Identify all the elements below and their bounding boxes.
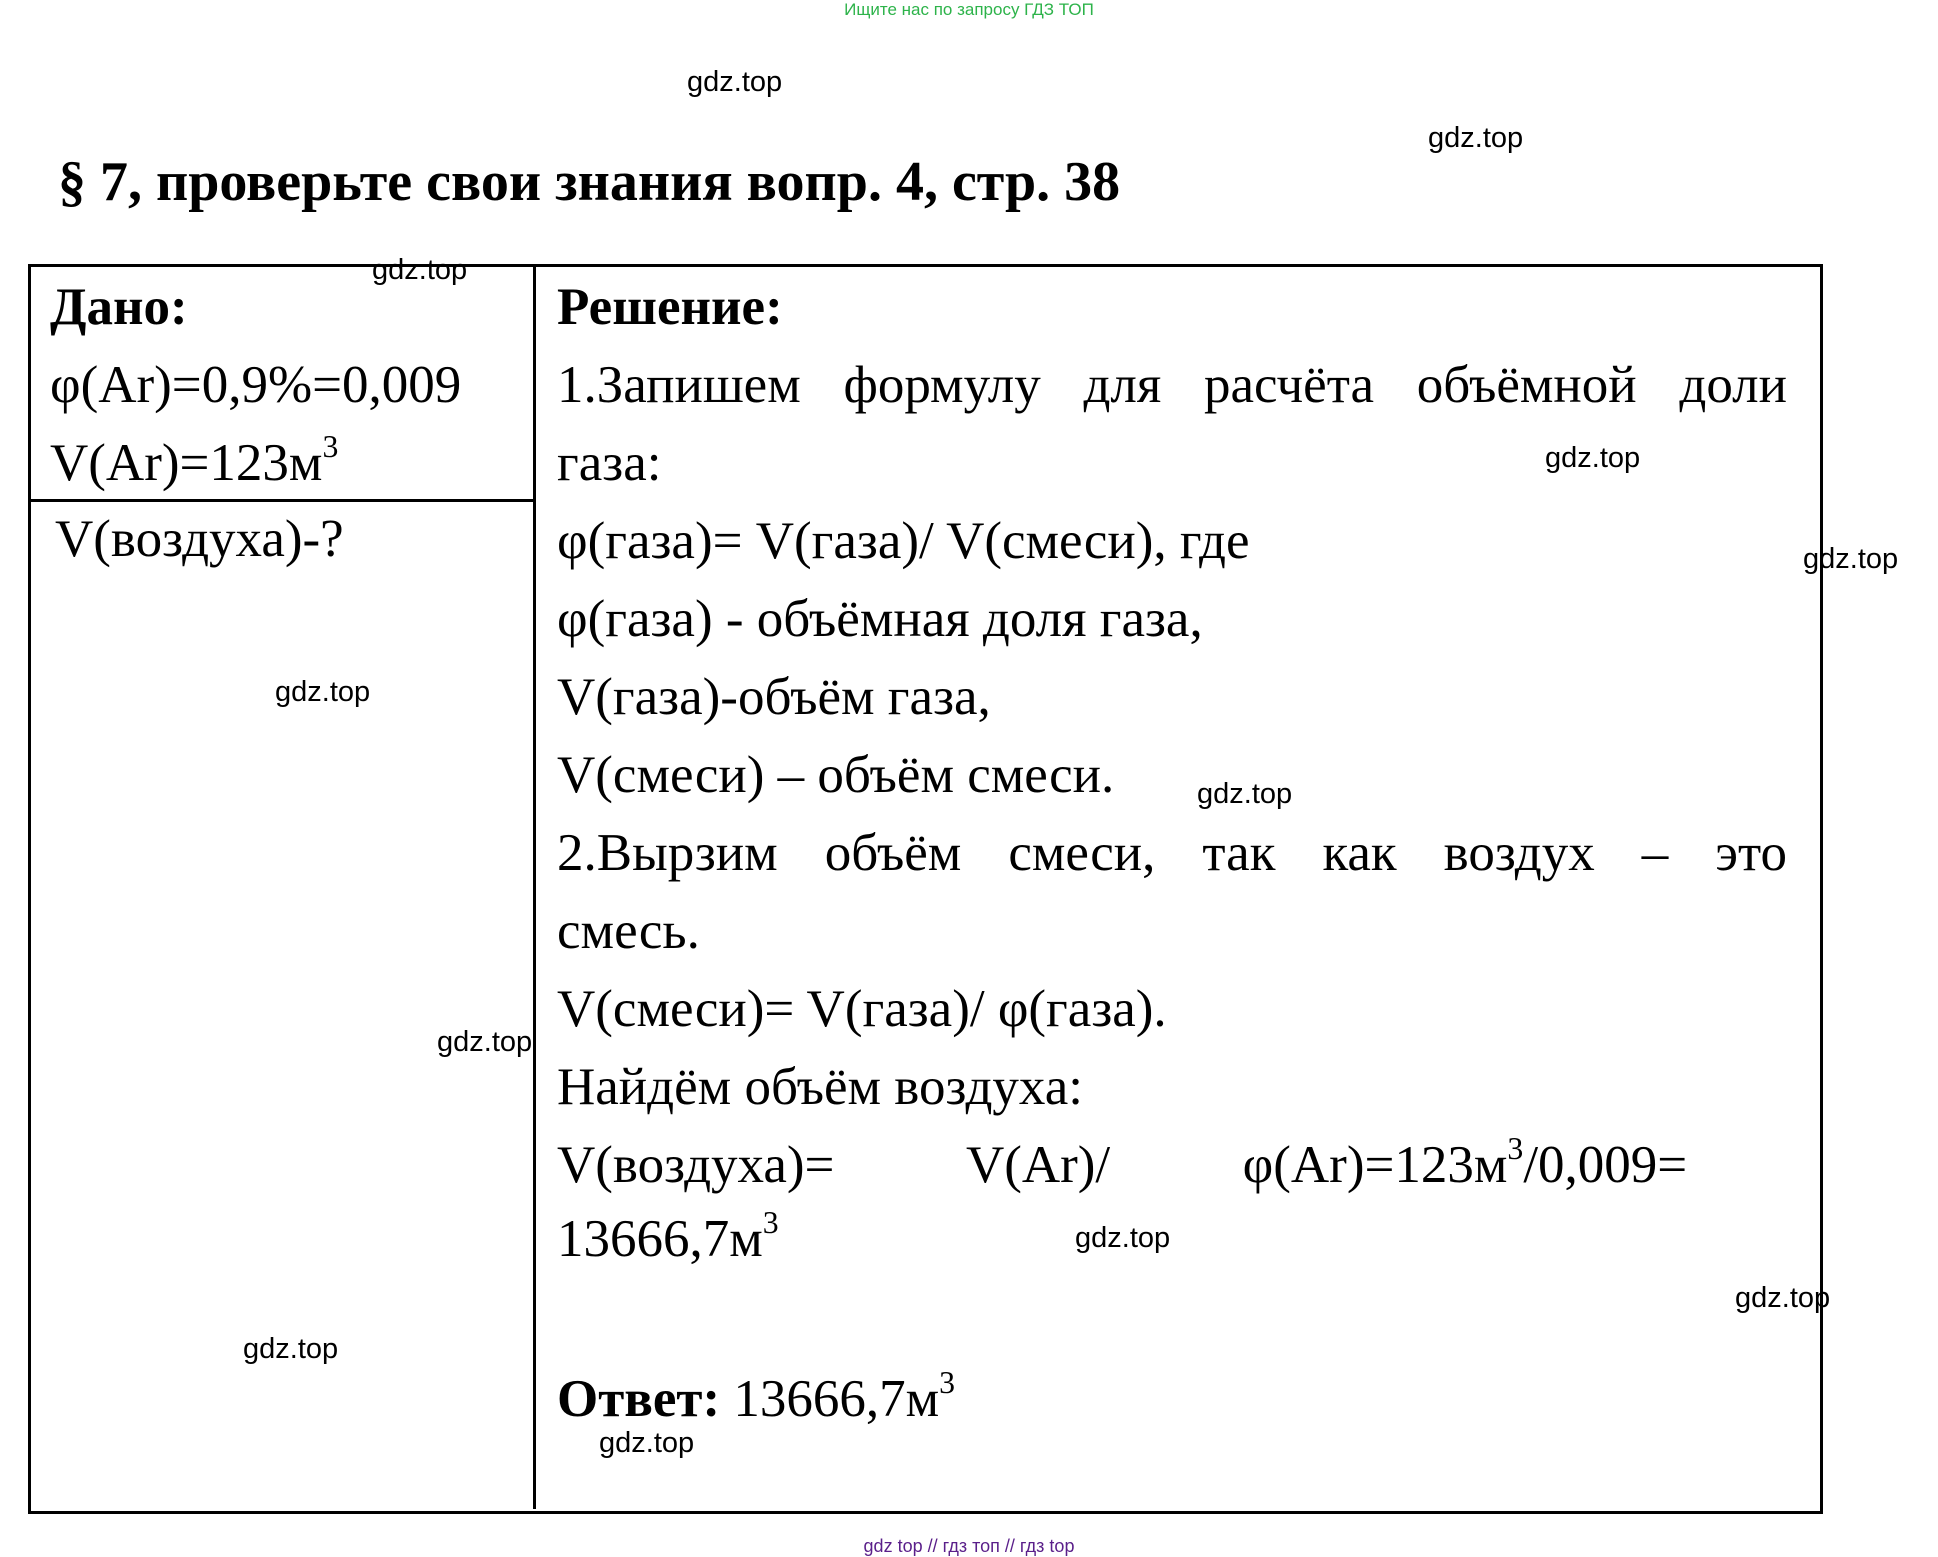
watermark: gdz.top [1197, 778, 1293, 810]
watermark: gdz.top [687, 66, 783, 98]
find-cell [55, 500, 525, 578]
given-heading: Дано: [50, 278, 188, 336]
watermark: gdz.top [372, 254, 468, 286]
watermark: gdz.top [243, 1333, 339, 1365]
watermark: gdz.top [1803, 543, 1899, 575]
watermark: gdz.top [275, 676, 371, 708]
formula: φ(газа)= V(газа)/ V(смеси), где [557, 512, 1250, 570]
definition-1: φ(газа) - объёмная доля газа, [557, 590, 1203, 648]
spacer [557, 1274, 1787, 1360]
definition-3: V(смеси) – объём смеси. [557, 746, 1115, 804]
column-divider [533, 266, 536, 1509]
answer-line: Ответ: $13666,7м^3$ [557, 1364, 956, 1428]
watermark: gdz.top [1075, 1222, 1171, 1254]
find-text: V(воздуха)-? [55, 510, 344, 568]
step2-line-2: смесь. [557, 902, 700, 960]
calculation-result: $13666,7м^3$ [557, 1204, 779, 1268]
given-phi: φ(Ar)=0,9%=0,009 [50, 356, 462, 414]
given-volume: $V(Ar)=123м^3$ [50, 428, 339, 492]
step1-line: 1.Запишем формулу для расчёта объёмной доли [557, 356, 1787, 414]
watermark: gdz.top [599, 1427, 695, 1459]
calculation-line: V(воздуха)= V(Ar)/ $\varphi(Ar)=123м^3/0,009=$ [557, 1130, 1688, 1194]
watermark: gdz.top [437, 1026, 533, 1058]
step2-line: 2.Вырзим объём смеси, так как воздух – это [557, 824, 1787, 882]
find-air-line: Найдём объём воздуха: [557, 1058, 1083, 1116]
watermark: gdz.top [1545, 442, 1641, 474]
footer-links: gdz top // гдз топ // гдз top [863, 1536, 1075, 1556]
formula-2: V(смеси)= V(газа)/ φ(газа). [557, 980, 1167, 1038]
given-cell [50, 268, 530, 502]
solution-heading: Решение: [557, 278, 783, 336]
top-banner: Ищите нас по запросу ГДЗ ТОП [844, 0, 1094, 19]
step1-line-2: газа: [557, 434, 662, 492]
watermark: gdz.top [1428, 122, 1524, 154]
watermark: gdz.top [1735, 1282, 1831, 1314]
page-title: § 7, проверьте свои знания вопр. 4, стр. 38 [58, 151, 1121, 213]
definition-2: V(газа)-объём газа, [557, 668, 991, 726]
